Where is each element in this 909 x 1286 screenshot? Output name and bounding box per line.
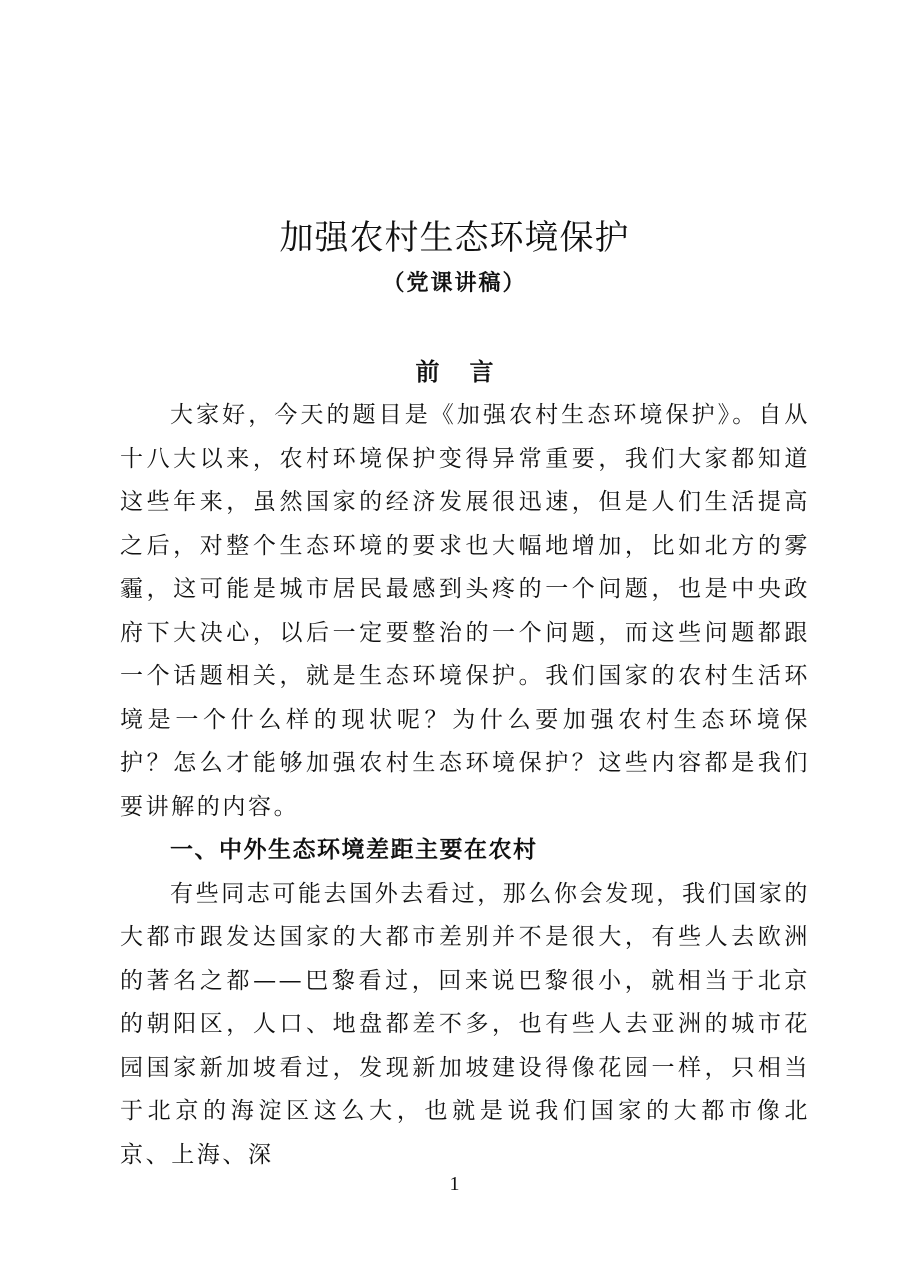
preface-paragraph: 大家好，今天的题目是《加强农村生态环境保护》。自从十八大以来，农村环境保护变得异常重要，我们大家都知道这些年来，虽然国家的经济发展很迅速，但是人们生活提高之后，对整个生态环境的要求也大幅地增加，比如北方的雾霾，这可能是城市居民最感到头疼的一个问题，也是中央政府下大决心，以后一定要整治的一个问题，而这些问题都跟一个话题相关，就是生态环境保护。我们国家的农村生活环境是一个什么样的现状呢？为什么要加强农村生态环境保护？怎么才能够加强农村生态环境保护？这些内容都是我们要讲解的内容。: [120, 402, 810, 820]
section-one-heading: 一、中外生态环境差距主要在农村: [170, 837, 538, 863]
body-text: [120, 394, 810, 1177]
document-title: 加强农村生态环境保护: [279, 218, 630, 258]
page-number: 1: [449, 1173, 460, 1195]
section-one-paragraph: 有些同志可能去国外去看过，那么你会发现，我们国家的大都市跟发达国家的大都市差别并不是很大，有些人去欧洲的著名之都——巴黎看过，回来说巴黎很小，就相当于北京的朝阳区，人口、地盘都差不多，也有些人去亚洲的城市花园国家新加坡看过，发现新加坡建设得像花园一样，只相当于北京的海淀区这么大，也就是说我们国家的大都市像北京、上海、深: [120, 880, 810, 1168]
document-subtitle: （党课讲稿）: [382, 271, 527, 296]
preface-heading: 前言: [415, 358, 524, 386]
